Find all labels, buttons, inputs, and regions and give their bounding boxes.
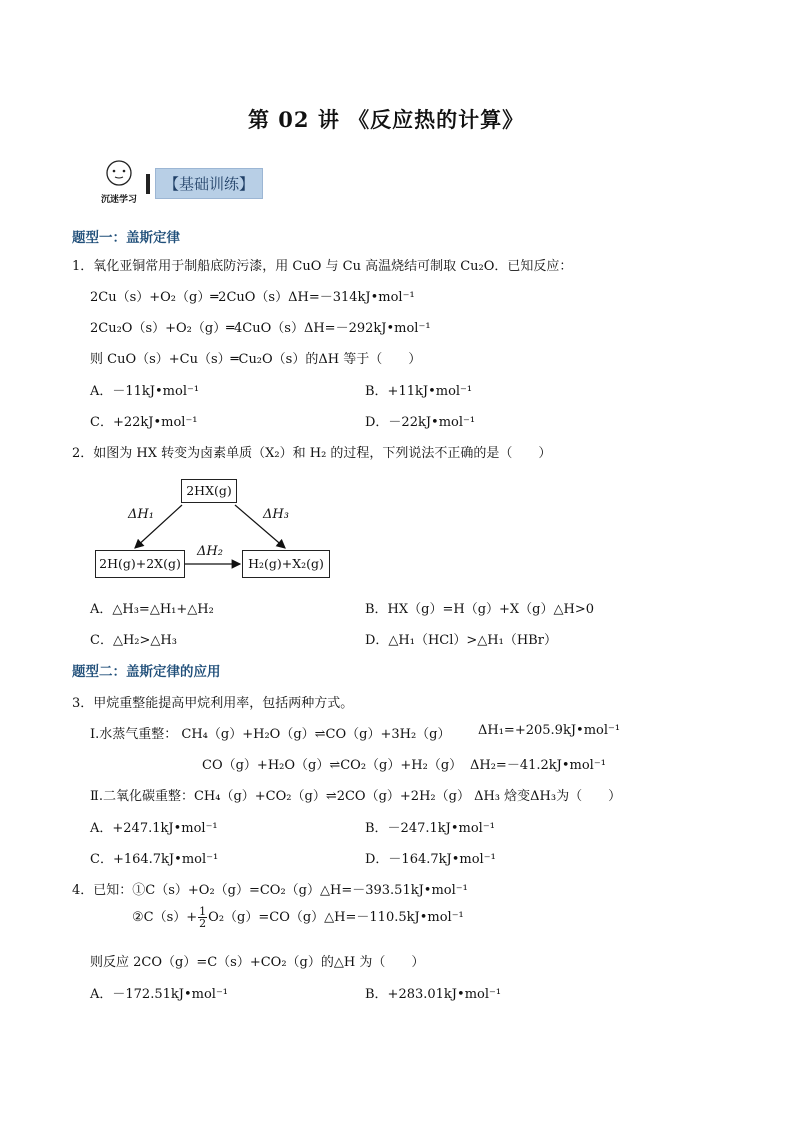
question-1-option-a[interactable]: A．－11kJ•mol⁻¹: [90, 384, 200, 399]
question-1-stem: 1．氧化亚铜常用于制船底防污漆，用 CuO 与 Cu 高温烧结可制取 Cu₂O．已知反应：: [72, 259, 573, 274]
question-4-reaction-2-post: O₂（g）=CO（g）△H=－110.5kJ•mol⁻¹: [208, 910, 464, 925]
fraction-denominator: 2: [199, 917, 207, 930]
diagram-label-dh3: ΔH₃: [263, 507, 289, 522]
question-2-stem: 2．如图为 HX 转变为卤素单质（X₂）和 H₂ 的过程，下列说法不正确的是（ ）: [72, 446, 552, 461]
diagram-label-dh1: ΔH₁: [128, 507, 154, 522]
question-4-reaction-2: [132, 906, 464, 929]
diagram-box-left: 2H(g)+2X(g): [95, 550, 185, 578]
question-3-option-b[interactable]: B．－247.1kJ•mol⁻¹: [365, 821, 495, 836]
question-3-reaction-3: Ⅱ.二氧化碳重整：CH₄（g）+CO₂（g）⇌2CO（g）+2H₂（g） ΔH₃ 焓变ΔH₃为（ ）: [90, 789, 622, 804]
question-4-stem: 4．已知：①C（s）+O₂（g）=CO₂（g）△H=－393.51kJ•mol⁻¹: [72, 883, 468, 898]
question-1-option-c[interactable]: C．+22kJ•mol⁻¹: [90, 415, 198, 430]
diagram-box-right: H₂(g)+X₂(g): [242, 550, 330, 578]
mascot: [100, 158, 138, 192]
diagram-label-dh2: ΔH₂: [197, 544, 223, 559]
question-3-reaction-1: Ⅰ.水蒸气重整： CH₄（g）+H₂O（g）⇌CO（g）+3H₂（g）: [90, 727, 451, 742]
question-4-option-b[interactable]: B．+283.01kJ•mol⁻¹: [365, 987, 502, 1002]
question-2-option-d[interactable]: D．△H₁（HCl）>△H₁（HBr）: [365, 633, 557, 648]
question-1-reaction-2: 2Cu₂O（s）+O₂（g）═4CuO（s）ΔH=－292kJ•mol⁻¹: [90, 321, 431, 336]
question-4-query: 则反应 2CO（g）=C（s）+CO₂（g）的△H 为（ ）: [90, 955, 425, 970]
question-3-dh1: ΔH₁=+205.9kJ•mol⁻¹: [478, 723, 621, 738]
question-2-option-b[interactable]: B．HX（g）=H（g）+X（g）△H>0: [365, 602, 594, 617]
badge-divider: [146, 174, 150, 194]
question-2-option-a[interactable]: A．△H₃=△H₁+△H₂: [90, 602, 214, 617]
question-1-option-b[interactable]: B．+11kJ•mol⁻¹: [365, 384, 473, 399]
question-3-stem: 3．甲烷重整能提高甲烷利用率，包括两种方式。: [72, 696, 354, 711]
page-title: 第 02 讲 《反应热的计算》: [248, 107, 525, 132]
question-2-option-c[interactable]: C．△H₂>△H₃: [90, 633, 177, 648]
question-1-reaction-1: 2Cu（s）+O₂（g）═2CuO（s）ΔH=－314kJ•mol⁻¹: [90, 290, 415, 305]
question-3-option-c[interactable]: C．+164.7kJ•mol⁻¹: [90, 852, 219, 867]
mascot-caption: 沉迷学习: [101, 195, 138, 205]
question-1-option-d[interactable]: D．－22kJ•mol⁻¹: [365, 415, 476, 430]
question-3-reaction-2: CO（g）+H₂O（g）⇌CO₂（g）+H₂（g）: [202, 758, 463, 773]
fraction-half: [198, 906, 207, 929]
section-heading-1: 题型一：盖斯定律: [72, 230, 180, 246]
section-badge: 【基础训练】: [155, 168, 263, 199]
question-1-query: 则 CuO（s）+Cu（s）═Cu₂O（s）的ΔH 等于（ ）: [90, 352, 422, 367]
question-3-option-a[interactable]: A．+247.1kJ•mol⁻¹: [90, 821, 218, 836]
diagram-box-top: 2HX(g): [181, 479, 237, 503]
question-3-dh2: ΔH₂=－41.2kJ•mol⁻¹: [470, 758, 606, 773]
question-4-option-a[interactable]: A．－172.51kJ•mol⁻¹: [90, 987, 229, 1002]
question-3-option-d[interactable]: D．－164.7kJ•mol⁻¹: [365, 852, 496, 867]
question-4-reaction-2-pre: ②C（s）+: [132, 910, 198, 925]
section-heading-2: 题型二：盖斯定律的应用: [72, 664, 221, 680]
mascot-face-icon: [100, 158, 138, 188]
fraction-numerator: 1: [199, 905, 207, 918]
